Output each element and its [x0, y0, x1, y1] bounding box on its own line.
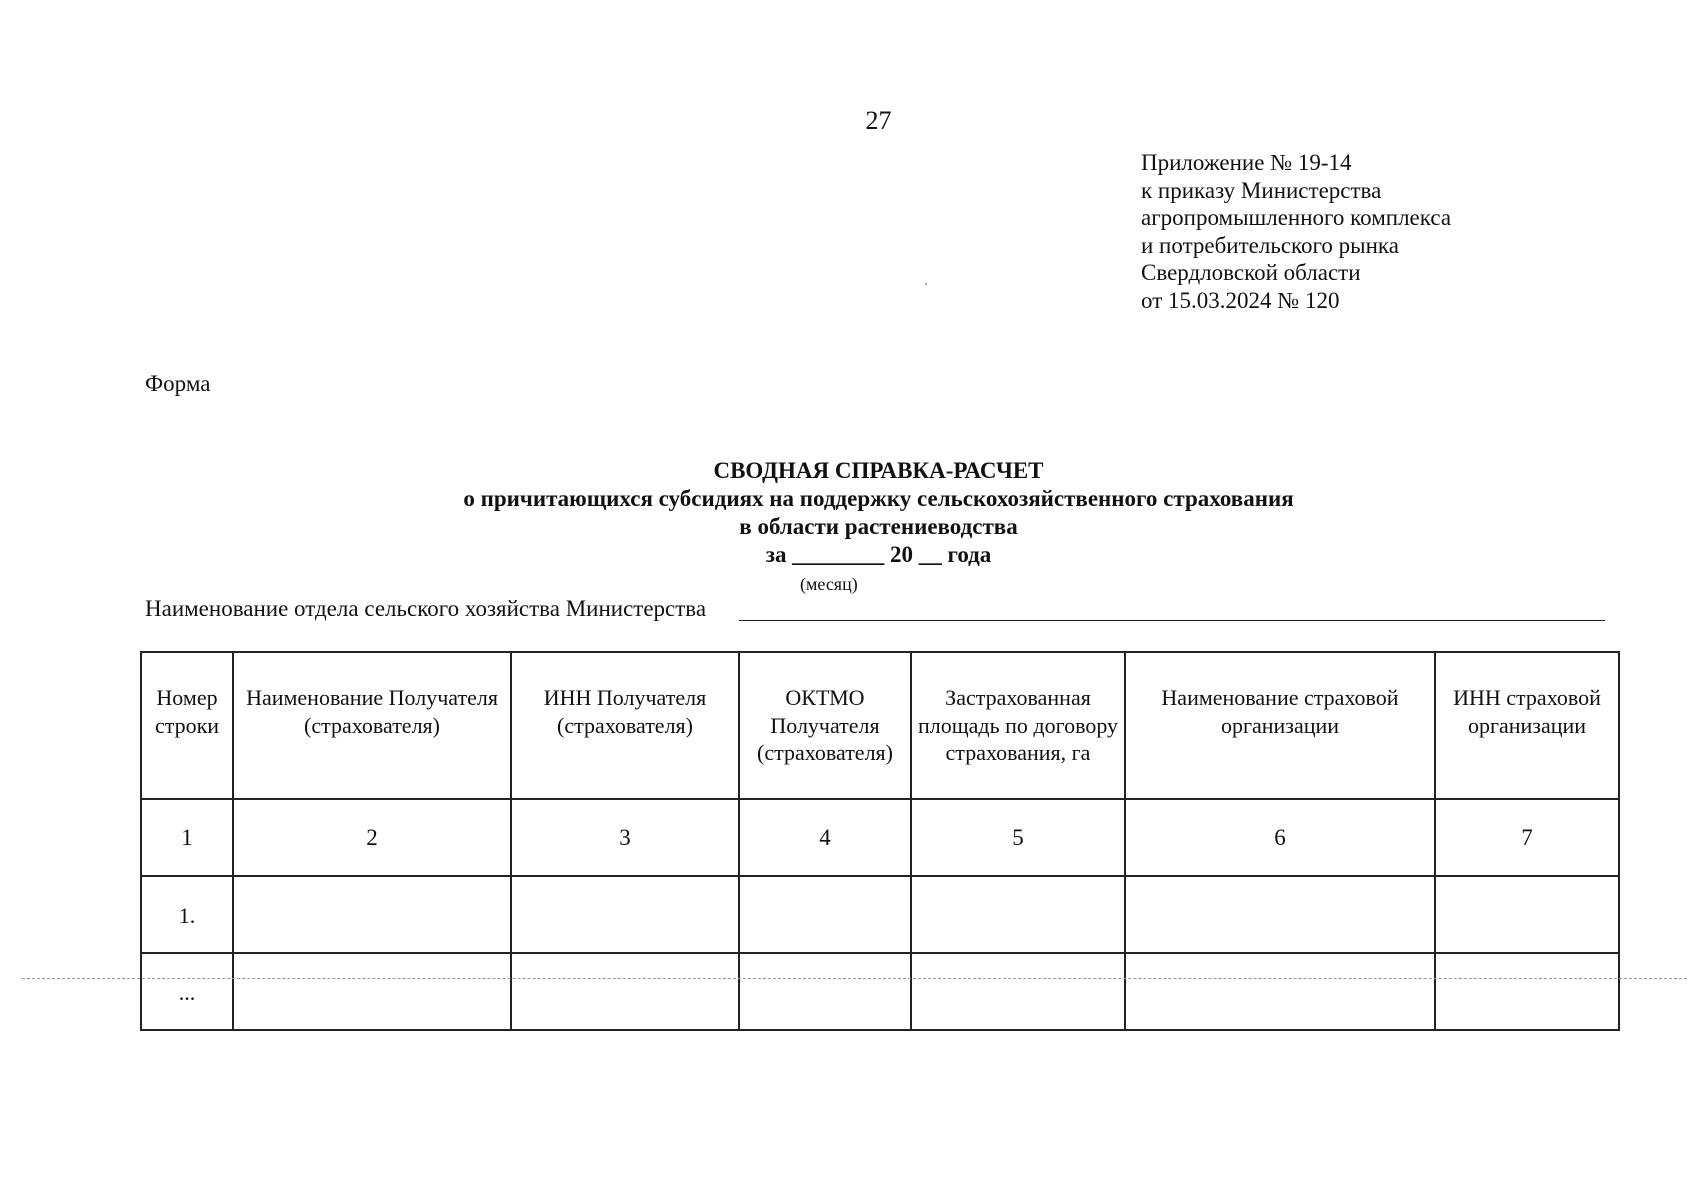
- form-label: Форма: [145, 371, 211, 396]
- table-header-row: [141, 652, 1619, 799]
- column-number: 5: [911, 799, 1125, 876]
- recipient-oktmo-cell[interactable]: [739, 953, 911, 1030]
- insurer-name-cell[interactable]: [1125, 876, 1435, 953]
- department-label: Наименование отдела сельского хозяйства Министерства: [145, 596, 707, 621]
- column-number-row: [141, 799, 1619, 876]
- recipient-name-cell[interactable]: [233, 876, 511, 953]
- calculation-table: [140, 651, 1620, 1031]
- header-recipient-inn: ИНН Получателя (страхователя): [511, 652, 739, 799]
- department-fill-line[interactable]: [739, 620, 1605, 621]
- header-recipient-oktmo: ОКТМО Получателя (страхователя): [739, 652, 911, 799]
- title-period: за ________ 20 __ года: [765, 542, 992, 567]
- page-number: 27: [865, 106, 892, 135]
- appendix-line: Свердловской области: [1141, 260, 1361, 286]
- period-month-note: (месяц): [800, 574, 858, 594]
- column-number: 4: [739, 799, 911, 876]
- scan-speck: [925, 283, 927, 285]
- header-row-number: Номер строки: [141, 652, 233, 799]
- recipient-inn-cell[interactable]: [511, 876, 739, 953]
- column-number: 6: [1125, 799, 1435, 876]
- insurer-inn-cell[interactable]: [1435, 953, 1619, 1030]
- document-title: [0, 457, 1697, 569]
- recipient-inn-cell[interactable]: [511, 953, 739, 1030]
- appendix-line: и потребительского рынка: [1141, 232, 1399, 258]
- row-number-cell: ...: [141, 953, 233, 1030]
- recipient-oktmo-cell[interactable]: [739, 876, 911, 953]
- row-number-cell: 1.: [141, 876, 233, 953]
- insurer-inn-cell[interactable]: [1435, 876, 1619, 953]
- appendix-line: к приказу Министерства: [1141, 177, 1382, 203]
- column-number: 1: [141, 799, 233, 876]
- appendix-block: [1141, 149, 1451, 315]
- recipient-name-cell[interactable]: [233, 953, 511, 1030]
- appendix-line: от 15.03.2024 № 120: [1141, 287, 1340, 313]
- appendix-line: Приложение № 19-14: [1141, 150, 1352, 175]
- insured-area-cell[interactable]: [911, 876, 1125, 953]
- title-main: СВОДНАЯ СПРАВКА-РАСЧЕТ: [713, 458, 1044, 483]
- appendix-line: агропромышленного комплекса: [1141, 205, 1452, 231]
- header-insurer-name: Наименование страховой организации: [1125, 652, 1435, 799]
- column-number: 2: [233, 799, 511, 876]
- title-line-2: о причитающихся субсидиях на поддержку сельскохозяйственного страхования: [463, 486, 1294, 511]
- insured-area-cell[interactable]: [911, 953, 1125, 1030]
- header-recipient-name: Наименование Получателя (страхователя): [233, 652, 511, 799]
- title-line-3: в области растениеводства: [739, 514, 1018, 539]
- header-insurer-inn: ИНН страховой организации: [1435, 652, 1619, 799]
- column-number: 7: [1435, 799, 1619, 876]
- page-cut-line: [22, 978, 1687, 979]
- column-number: 3: [511, 799, 739, 876]
- header-insured-area: Застрахованная площадь по договору страхования, га: [911, 652, 1125, 799]
- insurer-name-cell[interactable]: [1125, 953, 1435, 1030]
- table-row: [141, 953, 1619, 1030]
- table-row: [141, 876, 1619, 953]
